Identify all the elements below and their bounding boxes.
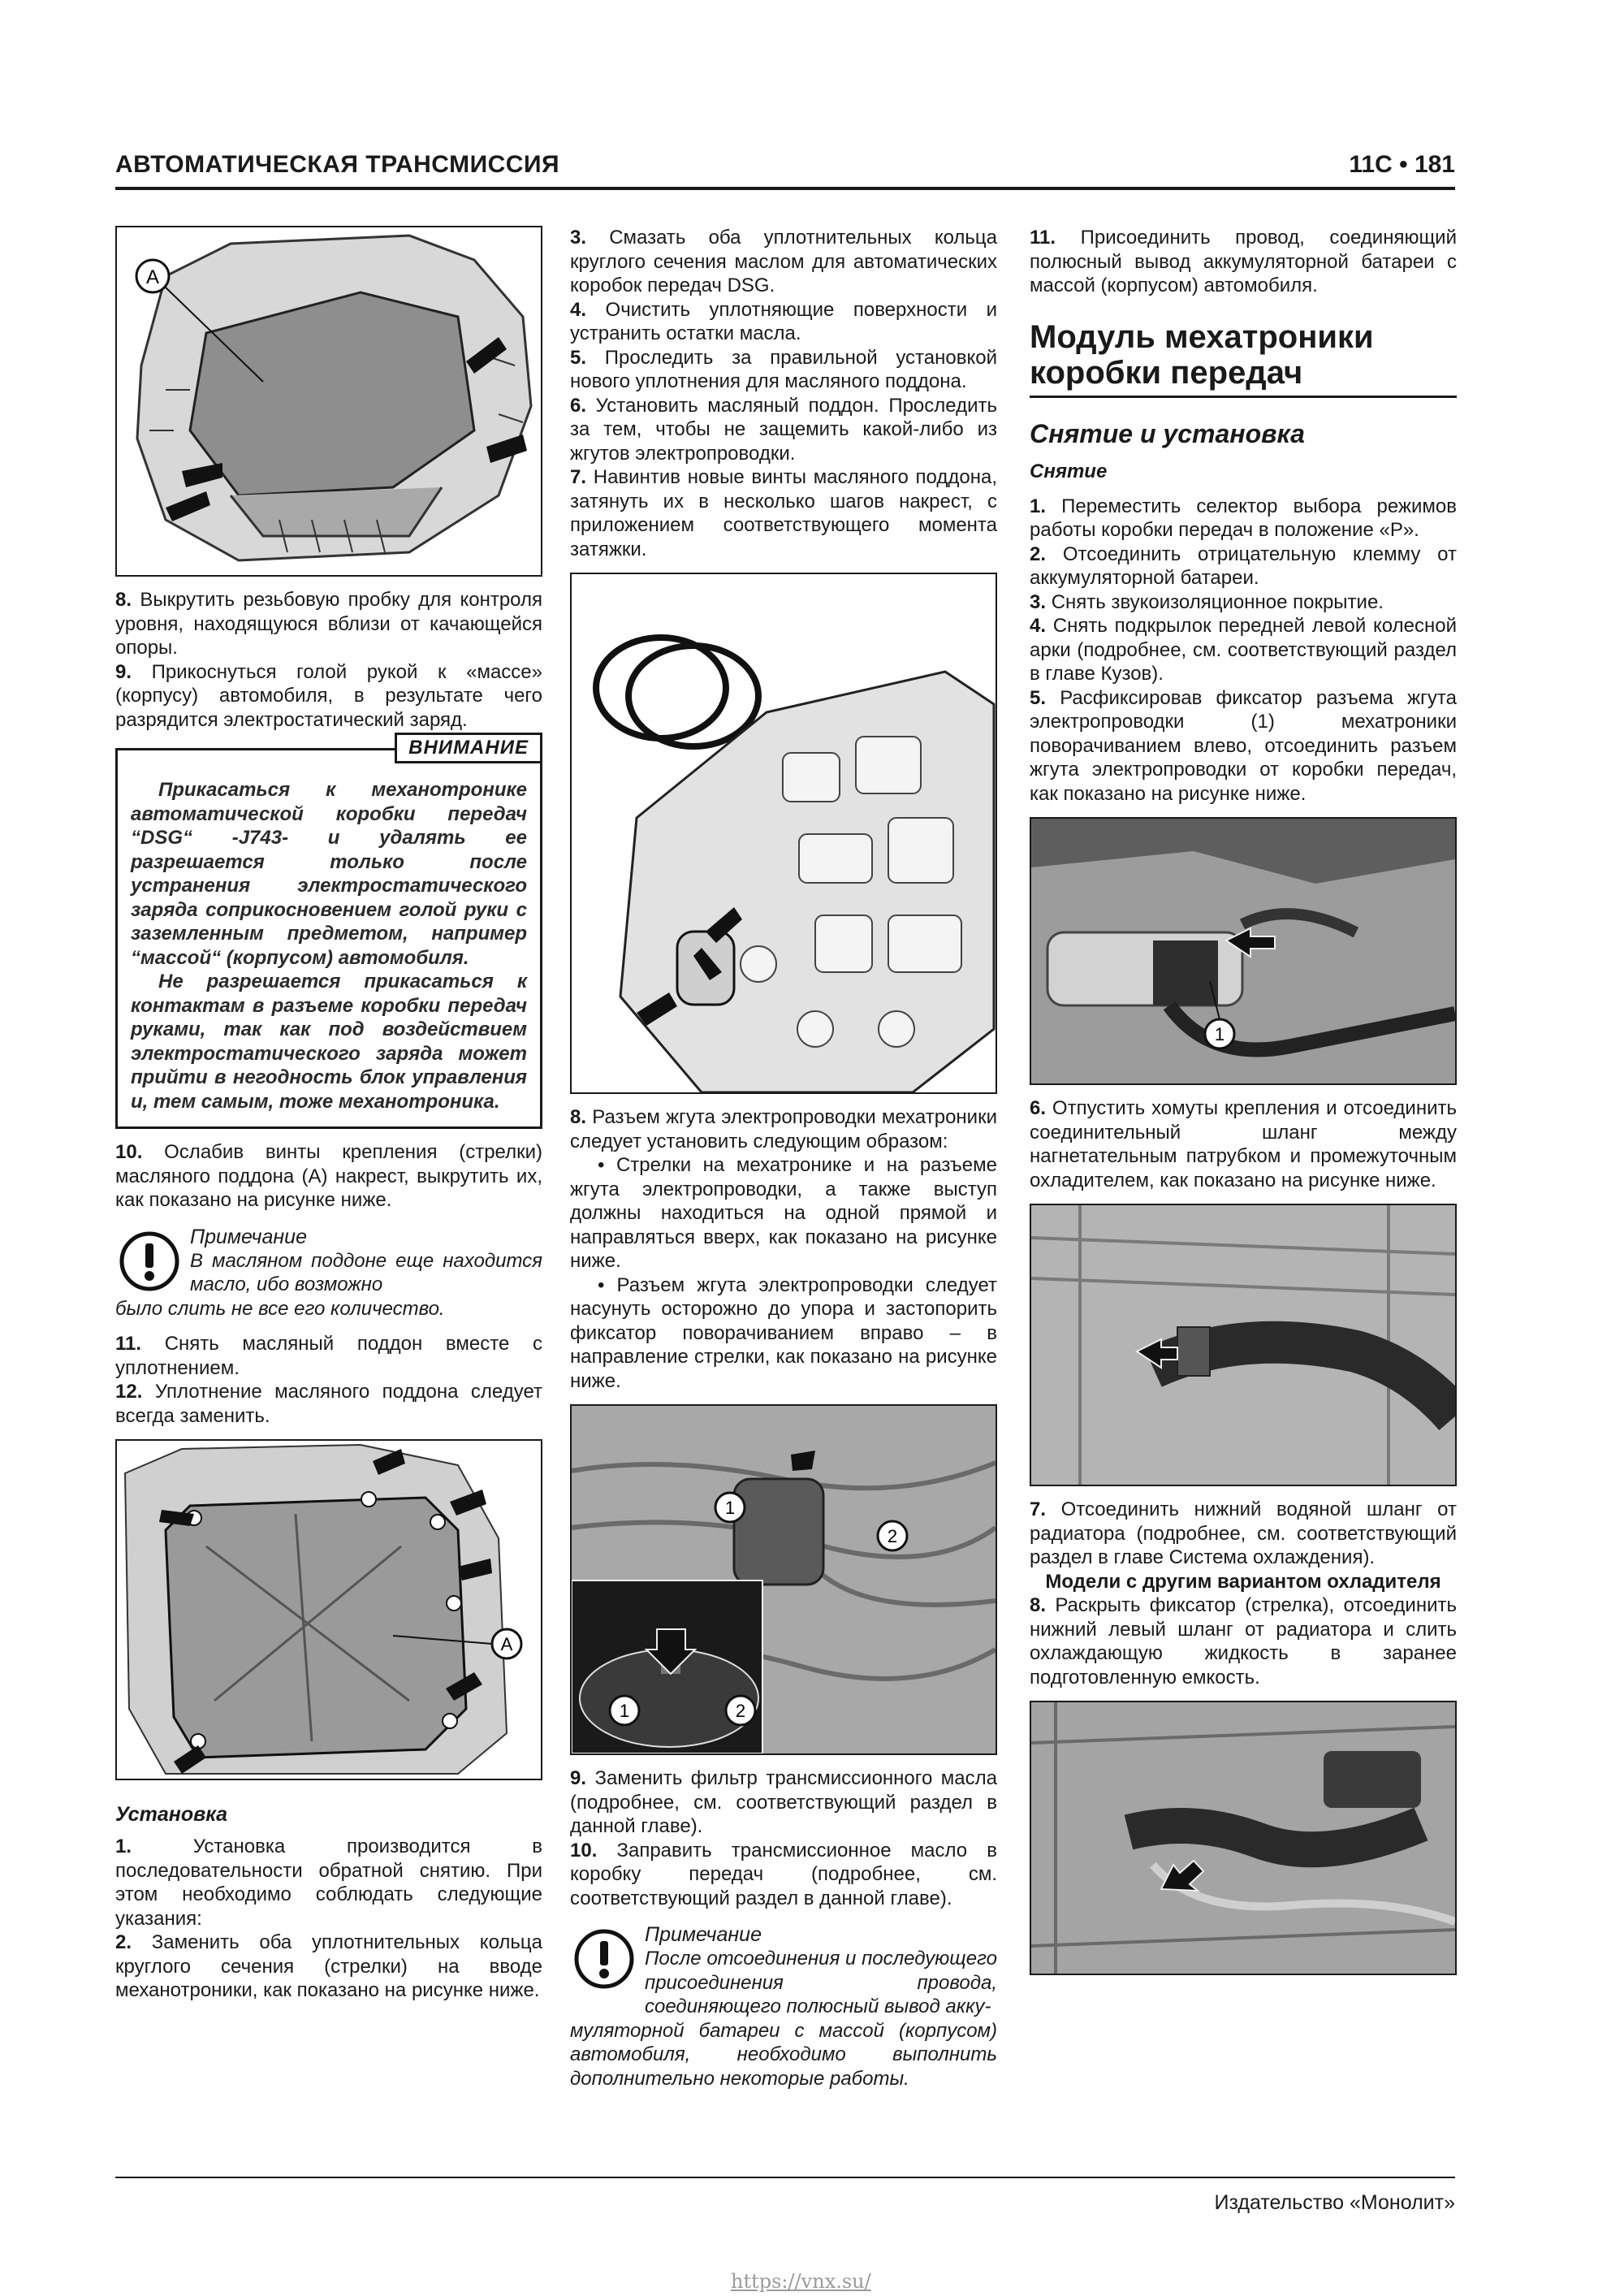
step-10: 10. Ослабив винты крепления (стрелки) масляного поддона (A) накрест, выкрутить их, как показано на рисунке ниже.	[115, 1141, 542, 1211]
callout-2: 2	[887, 1526, 898, 1546]
mechatronics-connector-photo	[1031, 819, 1455, 1083]
figure-mechatronics-connector	[1030, 817, 1457, 1085]
callout-2-inset: 2	[735, 1701, 746, 1721]
section-title: Модуль мехатроники коробки передач	[1030, 319, 1457, 398]
models-heading: Модели с другим вариантом охладителя	[1045, 1570, 1441, 1593]
step-11: 11. Снять масляный поддон вместе с уплотнением.	[115, 1333, 542, 1379]
note-battery-reconnect	[570, 1923, 997, 2091]
install-step-10: 10. Заправить трансмиссионное масло в коробку передач (подробнее, см. соответствующий раздел в данной главе).	[570, 1839, 997, 1909]
bullet-2: • Разъем жгута электропроводки следует насунуть осторожно до упора и застопорить фиксатор поворачиванием вправо – в направление стрелки, как показано на рисунке ниже.	[570, 1273, 997, 1392]
note-oil-remaining	[115, 1226, 542, 1321]
page-header	[115, 148, 1455, 190]
mechatronics-seals-illustration	[572, 574, 996, 1092]
oil-pan-top-illustration	[117, 227, 541, 575]
chapter-title: АВТОМАТИЧЕСКАЯ ТРАНСМИССИЯ	[115, 151, 560, 178]
figure-mechatronics-seals	[570, 573, 997, 1094]
install-step-3: 3. Смазать оба уплотнительных кольца круглого сечения маслом для автоматических коробок передач DSG.	[570, 227, 998, 296]
publisher: Издательство «Монолит»	[1214, 2191, 1455, 2214]
note-text-cont: было слить не все его количество.	[115, 1297, 445, 1320]
exclamation-icon	[119, 1230, 180, 1292]
note-text: В масляном поддоне еще находится масло, ибо возможно	[190, 1249, 542, 1295]
removal-step-5: 5. Расфиксировав фиксатор разъема жгута электропроводки (1) мехатроники поворачиванием влево, отсоединить разъем жгута электропроводки от коробки передач, как показано на рисунке ниже.	[1030, 686, 1457, 805]
install-step-6: 6. Установить масляный поддон. Проследить за тем, чтобы не защемить какой-либо из жгутов электропроводки.	[570, 394, 997, 465]
column-left	[115, 226, 542, 2003]
removal-step-3: 3. Снять звукоизоляционное покрытие.	[1030, 590, 1384, 613]
install-step-4: 4. Очистить уплотняющие поверхности и устранить остатки масла.	[570, 298, 998, 344]
column-middle	[570, 226, 997, 2102]
install-step-7: 7. Навинтив новые винты масляного поддона, затянуть их в несколько шагов накрест, с приложением соответствующего момента затяжки.	[570, 466, 997, 560]
callout-1: 1	[1214, 1024, 1225, 1044]
warning-label: ВНИМАНИЕ	[395, 733, 542, 763]
install-step-11: 11. Присоединить провод, соединяющий полюсный вывод аккумуляторной батареи с массой (корпусом) автомобиля.	[1030, 227, 1457, 296]
note-heading: Примечание	[190, 1225, 307, 1248]
callout-a: A	[500, 1634, 513, 1654]
callout-1: 1	[724, 1498, 736, 1518]
removal-heading: Снятие	[1030, 460, 1108, 482]
removal-step-6: 6. Отпустить хомуты крепления и отсоединить соединительный шланг между нагнетательным патрубком и промежуточным охладителем, как показано на рисунке ниже.	[1030, 1097, 1457, 1191]
install-step-2: 2. Заменить оба уплотнительных кольца круглого сечения (стрелки) на вводе механотроники, как показано на рисунке ниже.	[115, 1931, 542, 2001]
removal-step-8: 8. Раскрыть фиксатор (стрелка), отсоединить нижний левый шланг от радиатора и слить охлаждающую жидкость в заранее подготовленную емкость.	[1030, 1594, 1457, 1688]
step-8: 8. Выкрутить резьбовую пробку для контроля уровня, находящуюся вблизи от качающейся опоры.	[115, 589, 543, 659]
intercooler-hose-photo	[1031, 1205, 1455, 1485]
step-12: 12. Уплотнение масляного поддона следует всегда заменить.	[115, 1381, 542, 1427]
install-heading: Установка	[115, 1803, 228, 1826]
removal-step-2: 2. Отсоединить отрицательную клемму от аккумуляторной батареи.	[1030, 543, 1457, 589]
column-right	[1030, 226, 1457, 1975]
figure-oil-pan-bolts	[115, 1439, 542, 1780]
note-text: После отсоединения и последующего присоединения провода, соединяющего полюсный вывод акку-	[645, 1948, 997, 2017]
callout-1-inset: 1	[619, 1701, 630, 1721]
subsection-title: Снятие и установка	[1030, 418, 1305, 448]
page-number: 11C • 181	[1349, 151, 1455, 178]
footer-divider	[115, 2177, 1455, 2178]
install-step-5: 5. Проследить за правильной установкой нового уплотнения для масляного поддона.	[570, 346, 997, 392]
figure-intercooler-hose	[1030, 1204, 1457, 1486]
figure-connector-orientation	[570, 1404, 997, 1755]
note-heading: Примечание	[645, 1923, 762, 1946]
radiator-hose-photo	[1031, 1702, 1455, 1974]
figure-oil-pan-top	[115, 226, 542, 577]
exclamation-icon	[573, 1928, 635, 1990]
figure-radiator-hose	[1030, 1701, 1457, 1975]
removal-step-4: 4. Снять подкрылок передней левой колесной арки (подробнее, см. соответствующий раздел в главе Кузов).	[1030, 615, 1457, 685]
install-step-1: 1. Установка производится в последовательности обратной снятию. При этом необходимо соблюдать следующие указания:	[115, 1836, 543, 1930]
removal-step-1: 1. Переместить селектор выбора режимов работы коробки передач в положение «P».	[1030, 495, 1458, 541]
warning-text-1: Прикасаться к механотронике автоматической коробки передач “DSG“ -J743- и удалять ее разрешается только после устранения электростатического заряда соприкосновением голой руки с заземленным предметом, например “массой“ (корпусом) автомобиля.	[131, 779, 527, 969]
bullet-1: • Стрелки на мехатронике и на разъеме жгута электропроводки, а также выступ должны находиться на одной прямой и направляться вверх, как показано на рисунке ниже.	[570, 1154, 997, 1272]
oil-pan-bolts-illustration	[117, 1441, 541, 1779]
watermark-url[interactable]: https://vnx.su/	[731, 2270, 871, 2293]
removal-step-7: 7. Отсоединить нижний водяной шланг от радиатора (подробнее, см. соответствующий раздел в главе Система охлаждения).	[1030, 1498, 1457, 1568]
note-text-cont: муляторной батареи с массой (корпусом) автомобиля, необходимо выполнить дополнительно некоторые работы.	[570, 2019, 997, 2090]
callout-a: A	[145, 266, 160, 288]
warning-text-2: Не разрешается прикасаться к контактам в разъеме коробки передач руками, так как под воздействием электростатического заряда может прийти в негодность блок управления и, тем самым, тоже механотроника.	[131, 971, 527, 1113]
warning-box	[115, 737, 542, 1129]
connector-orientation-illustration	[572, 1406, 996, 1753]
install-step-8: 8. Разъем жгута электропроводки мехатроники следует установить следующим образом:	[570, 1106, 997, 1152]
install-step-9: 9. Заменить фильтр трансмиссионного масла (подробнее, см. соответствующий раздел в данной главе).	[570, 1767, 997, 1837]
step-9: 9. Прикоснуться голой рукой к «массе» (корпусу) автомобиля, в результате чего разрядится электростатический заряд.	[115, 660, 542, 731]
